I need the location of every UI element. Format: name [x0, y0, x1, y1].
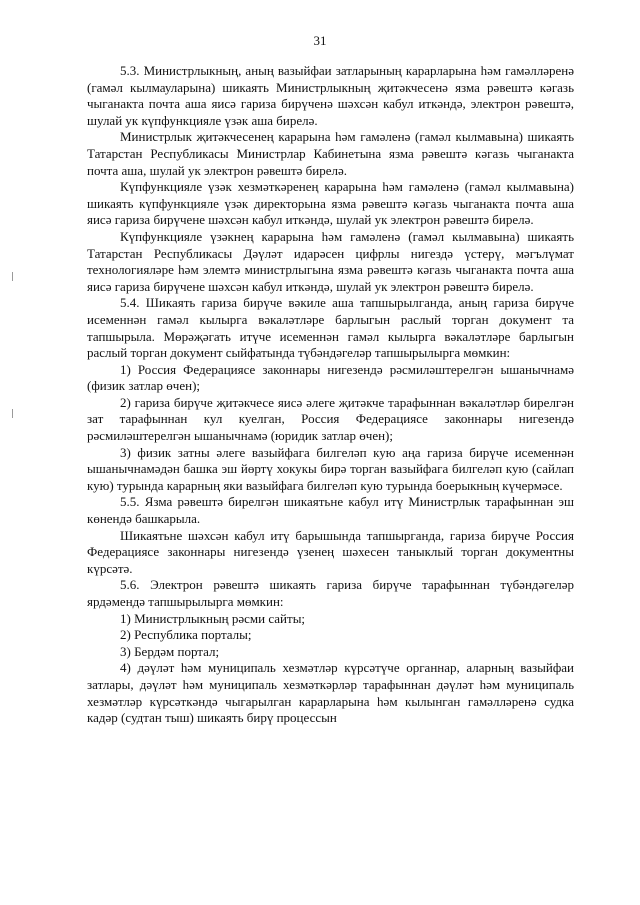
- paragraph-5-6: 5.6. Электрон рәвештә шикаять гариза бирүче тарафыннан түбәндәгеләр ярдәмендә тапшырылырга мөмкин:: [87, 577, 574, 609]
- margin-mark-bottom: [12, 409, 13, 418]
- list-item-unified-portal: 3) Бердәм портал;: [120, 643, 220, 659]
- list-item-appointment-decision: 3) физик затны әлеге вазыйфага билгеләп кую аңа гариза бирүче исеменнән ышанычнамәдән башка эш йөртү хокукы бирә торган вазыйфага билгеләп кую (сайлап кую) турында карарның яки вазыйфага билгеләп кую турында боерыкның күчермәсе.: [87, 444, 574, 493]
- page-number: 31: [313, 33, 327, 48]
- paragraph-personal-submission: Шикаятьне шәхсән кабул итү барышында тапшырганда, гариза бирүче Россия Федерациясе законнары нигезендә үзенең шәхесен таныклый торган документны күрсәтә.: [87, 527, 574, 576]
- list-item-ministry-website: 1) Министрлыкның рәсми сайты;: [120, 610, 306, 626]
- list-item-power-of-attorney-legal: 2) гариза бирүче җитәкчесе яисә әлеге җитәкче тарафыннан вәкаләтләр бирелгән зат тарафыннан кул куелган, Россия Федерациясе законнары нигезендә рәсмиләштерелгән ышанычнамә (юридик затлар өчен);: [87, 394, 574, 444]
- margin-mark-top: [12, 272, 13, 281]
- paragraph-5-5: 5.5. Язма рәвештә бирелгән шикаятьне кабул итү Министрлык тарафыннан эш көнендә башкарыла.: [87, 494, 574, 527]
- paragraph-minister-complaint: Министрлык җитәкчесенең карарына һәм гамәленә (гамәл кылмавына) шикаять Татарстан Республикасы Министрлар Кабинетына язма рәвештә кәгазь чыганакта почта аша, шулай ук электрон рәвештә бирелә.: [87, 129, 574, 178]
- list-item-republic-portal: 2) Республика порталы;: [120, 627, 252, 643]
- paragraph-mfc-complaint: Күпфункцияле үзәкнең карарына һәм гамәленә (гамәл кылмавына) шикаять Татарстан Республикасы Дәүләт идарәсен цифрлы нигездә үстерү, мәгълүмат технологияләре һәм элемтә министрлыгына язма рәвештә кәгазь чыганакта почта аша яисә гариза бирүчене шәхсән кабул иткәндә, шулай ук электрон рәвештә бирелә.: [87, 228, 574, 294]
- document-body: [87, 63, 574, 727]
- list-item-power-of-attorney-individual: 1) Россия Федерациясе законнары нигезендә рәсмиләштерелгән ышанычнамә (физик затлар өчен);: [87, 361, 574, 394]
- paragraph-5-4: 5.4. Шикаять гариза бирүче вәкиле аша тапшырылганда, аның гариза бирүче исеменнән гамәл кылырга вәкаләтләре барлыгын раслый торган документ та тапшырыла. Мөрәҗәгать итүче исеменнән гамәл кылырга вәкаләтләре барлыгын раслый торган документ сыйфатында түбәндәгеләр тапшырылырга мөмкин:: [87, 295, 574, 361]
- list-item-complaint-system: 4) дәүләт һәм муниципаль хезмәтләр күрсәтүче органнар, аларның вазыйфаи затлары, дәүләт һәм муниципаль хезмәткәрләр тарафыннан дәүләт һәм муниципаль хезмәтләр күрсәткәндә чыгарылган карарларына һәм кылынган гамәлләренә судка кадәр (судтан тыш) шикаять бирү процессын: [87, 660, 574, 726]
- paragraph-5-3: 5.3. Министрлыкның, аның вазыйфаи затларының карарларына һәм гамәлләренә (гамәл кылмауларына) шикаять Министрлыкның җитәкчесенә язма рәвештә кәгазь чыганакта почта аша яисә гариза бирүченә шәхсән кабул иткәндә, электрон рәвештә, шулай ук күпфункцияле үзәк аша бирелә.: [87, 63, 574, 128]
- paragraph-mfc-employee-complaint: Күпфункцияле үзәк хезмәткәренең карарына һәм гамәленә (гамәл кылмавына) шикаять күпфункцияле үзәк директорына язма рәвештә кәгазь чыганакта почта аша яисә гариза бирүчене шәхсән кабул иткәндә, шулай ук электрон рәвештә бирелә.: [87, 179, 574, 228]
